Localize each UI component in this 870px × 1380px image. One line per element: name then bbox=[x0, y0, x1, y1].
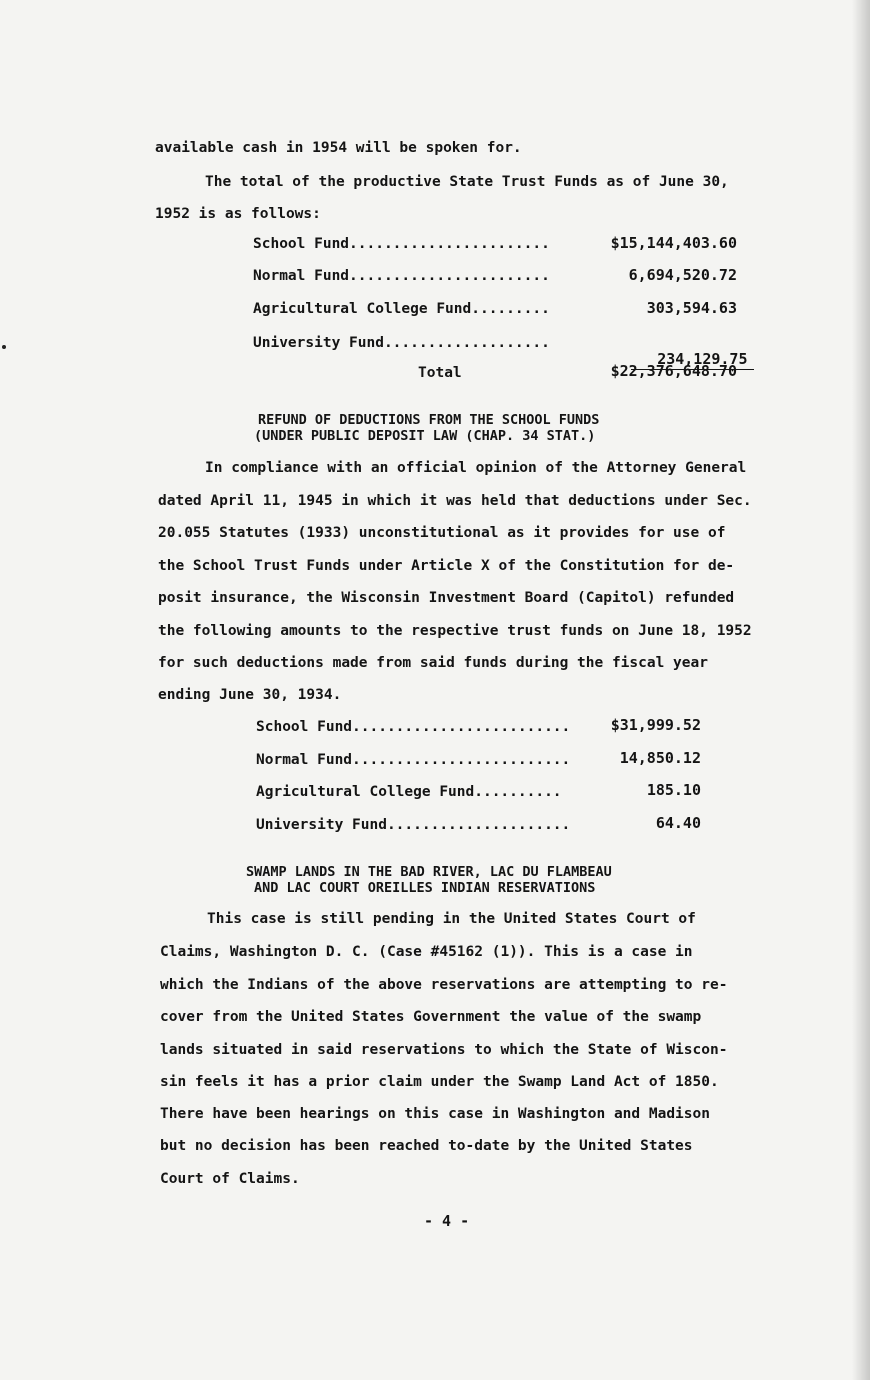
trust-total-label: Total bbox=[418, 365, 462, 381]
swamp-para-line: There have been hearings on this case in Washington and Madison bbox=[160, 1106, 710, 1122]
refund-fund-amount: 14,850.12 bbox=[619, 749, 701, 767]
swamp-para-line: sin feels it has a prior claim under the Swamp Land Act of 1850. bbox=[160, 1074, 719, 1090]
margin-mark bbox=[2, 345, 6, 349]
refund-fund-label: Agricultural College Fund.......... bbox=[256, 784, 562, 800]
swamp-para-line: Claims, Washington D. C. (Case #45162 (1)). This is a case in bbox=[160, 944, 693, 960]
swamp-para-line: but no decision has been reached to-date by the United States bbox=[160, 1138, 693, 1154]
intro-line: available cash in 1954 will be spoken for. bbox=[155, 140, 522, 156]
trust-fund-amount: 6,694,520.72 bbox=[628, 266, 737, 284]
refund-para-line: ending June 30, 1934. bbox=[158, 687, 342, 703]
refund-heading-line-2: (UNDER PUBLIC DEPOSIT LAW (CHAP. 34 STAT.) bbox=[254, 428, 596, 444]
page-number: - 4 - bbox=[424, 1212, 470, 1230]
swamp-para-line: which the Indians of the above reservations are attempting to re- bbox=[160, 977, 728, 993]
swamp-para-line: Court of Claims. bbox=[160, 1171, 300, 1187]
swamp-para-line: lands situated in said reservations to which the State of Wiscon- bbox=[160, 1042, 728, 1058]
refund-para-line: the School Trust Funds under Article X of the Constitution for de- bbox=[158, 558, 735, 574]
swamp-heading-line-1: SWAMP LANDS IN THE BAD RIVER, LAC DU FLAMBEAU bbox=[246, 864, 612, 880]
trust-fund-label: University Fund................... bbox=[253, 335, 550, 351]
refund-para-line: for such deductions made from said funds during the fiscal year bbox=[158, 655, 708, 671]
swamp-para-line: cover from the United States Government the value of the swamp bbox=[160, 1009, 702, 1025]
refund-para-line: 20.055 Statutes (1933) unconstitutional as it provides for use of bbox=[158, 525, 726, 541]
refund-fund-label: Normal Fund......................... bbox=[256, 752, 571, 768]
refund-fund-amount: 185.10 bbox=[646, 781, 701, 799]
refund-para-line: In compliance with an official opinion of the Attorney General bbox=[205, 460, 747, 476]
trust-total-amount: $22,376,648.70 bbox=[610, 362, 737, 380]
refund-fund-label: University Fund..................... bbox=[256, 817, 571, 833]
refund-para-line: the following amounts to the respective trust funds on June 18, 1952 bbox=[158, 623, 752, 639]
refund-heading-line-1: REFUND OF DEDUCTIONS FROM THE SCHOOL FUNDS bbox=[258, 412, 600, 428]
refund-fund-amount: 64.40 bbox=[655, 814, 701, 832]
trust-fund-amount: 303,594.63 bbox=[646, 299, 737, 317]
trust-fund-label: Agricultural College Fund......... bbox=[253, 301, 550, 317]
swamp-para-line: This case is still pending in the United States Court of bbox=[207, 911, 696, 927]
refund-fund-label: School Fund......................... bbox=[256, 719, 571, 735]
trust-fund-amount: $15,144,403.60 bbox=[610, 234, 737, 252]
trust-fund-amount-underlined: 234,129.75 bbox=[631, 350, 753, 370]
page-edge-shadow bbox=[852, 0, 870, 1380]
trust-fund-label: School Fund....................... bbox=[253, 236, 550, 252]
refund-para-line: dated April 11, 1945 in which it was held that deductions under Sec. bbox=[158, 493, 752, 509]
trust-fund-label: Normal Fund....................... bbox=[253, 268, 550, 284]
refund-para-line: posit insurance, the Wisconsin Investment Board (Capitol) refunded bbox=[158, 590, 735, 606]
refund-fund-amount: $31,999.52 bbox=[610, 716, 701, 734]
trust-para-line-1: The total of the productive State Trust Funds as of June 30, bbox=[205, 174, 729, 190]
trust-para-line-2: 1952 is as follows: bbox=[155, 206, 321, 222]
swamp-heading-line-2: AND LAC COURT OREILLES INDIAN RESERVATIONS bbox=[254, 880, 596, 896]
